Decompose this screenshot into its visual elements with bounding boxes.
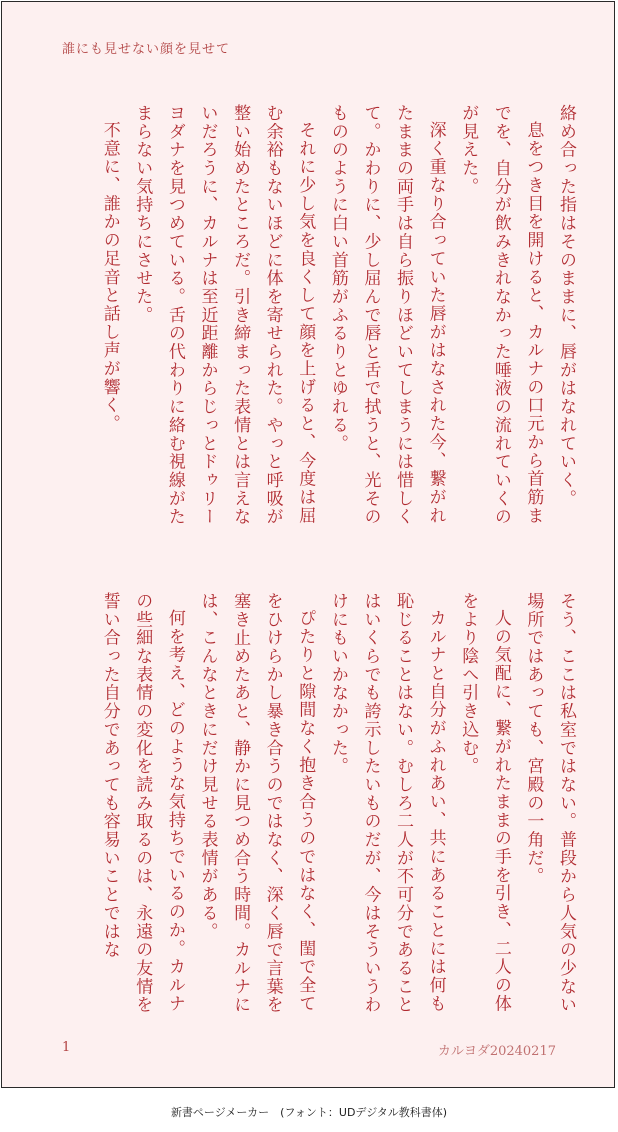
paragraph: 何を考え、どのような気持ちでいるのか。カルナの些細な表情の変化を読み取るのは、永遠の友情を誓い合った自分であっても容易いことではな xyxy=(99,592,185,1015)
paragraph: 不意に、誰かの足音と話し声が響く。 xyxy=(99,121,120,433)
paragraph: 人の気配に、繋がれたままの手を引き、二人の体をより陰へ引き込む。 xyxy=(458,592,511,1013)
paragraph: ぴたりと隙間なく抱き合うのではなく、閨で全てをひけらかし暴き合うのではなく、深く唇で言葉を塞き止めたあと、静かに見つめ合う時間。カルナには、こんなときにだけ見せる表情がある。 xyxy=(197,592,316,1015)
page-number: 1 xyxy=(62,1040,71,1055)
text-block-top xyxy=(60,104,582,534)
footer-author: カルヨダ20240217 xyxy=(437,1044,556,1059)
paragraph: 息をつき目を開けると、カルナの口元から首筋までを、自分が飲みきれなかった唾液の流れていくのが見えた。 xyxy=(458,104,544,527)
text-block-bottom xyxy=(60,592,582,1017)
paragraph: それに少し気を良くして顔を上げると、今度は屈む余裕もないほどに体を寄せられた。やっと呼吸が整い始めたところだ。引き締まった表情とは言えないだろうに、カルナは至近距離からじっとドゥリーヨダナを見つめている。舌の代わりに絡む視線がたまらない気持ちにさせた。 xyxy=(132,104,316,527)
paragraph: 深く重なり合っていた唇がはなされた今、繋がれたままの両手は自ら振りほどいてしまうには惜しくて。かわりに、少し屈んで唇と舌で拭うと、光そのもののように白い首筋がふるりとゆれる。 xyxy=(327,104,446,527)
paragraph: そう、ここは私室ではない。普段から人気の少ない場所ではあっても、宮殿の一角だ。 xyxy=(523,592,576,1015)
caption: 新書ページメーカー (フォント：UDデジタル教科書体) xyxy=(170,1106,448,1119)
paragraph: 絡め合った指はそのままに、唇がはなれていく。 xyxy=(556,104,576,508)
paragraph: カルナと自分がふれあい、共にあることには何も恥じることはない。むしろ二人が不可分であることはいくらでも誇示したいものだが、今はそういうわけにもいかなかった。 xyxy=(327,592,446,1015)
book-page xyxy=(1,1,615,1088)
page-title: 誰にも見せない顔を見せて xyxy=(62,42,231,57)
